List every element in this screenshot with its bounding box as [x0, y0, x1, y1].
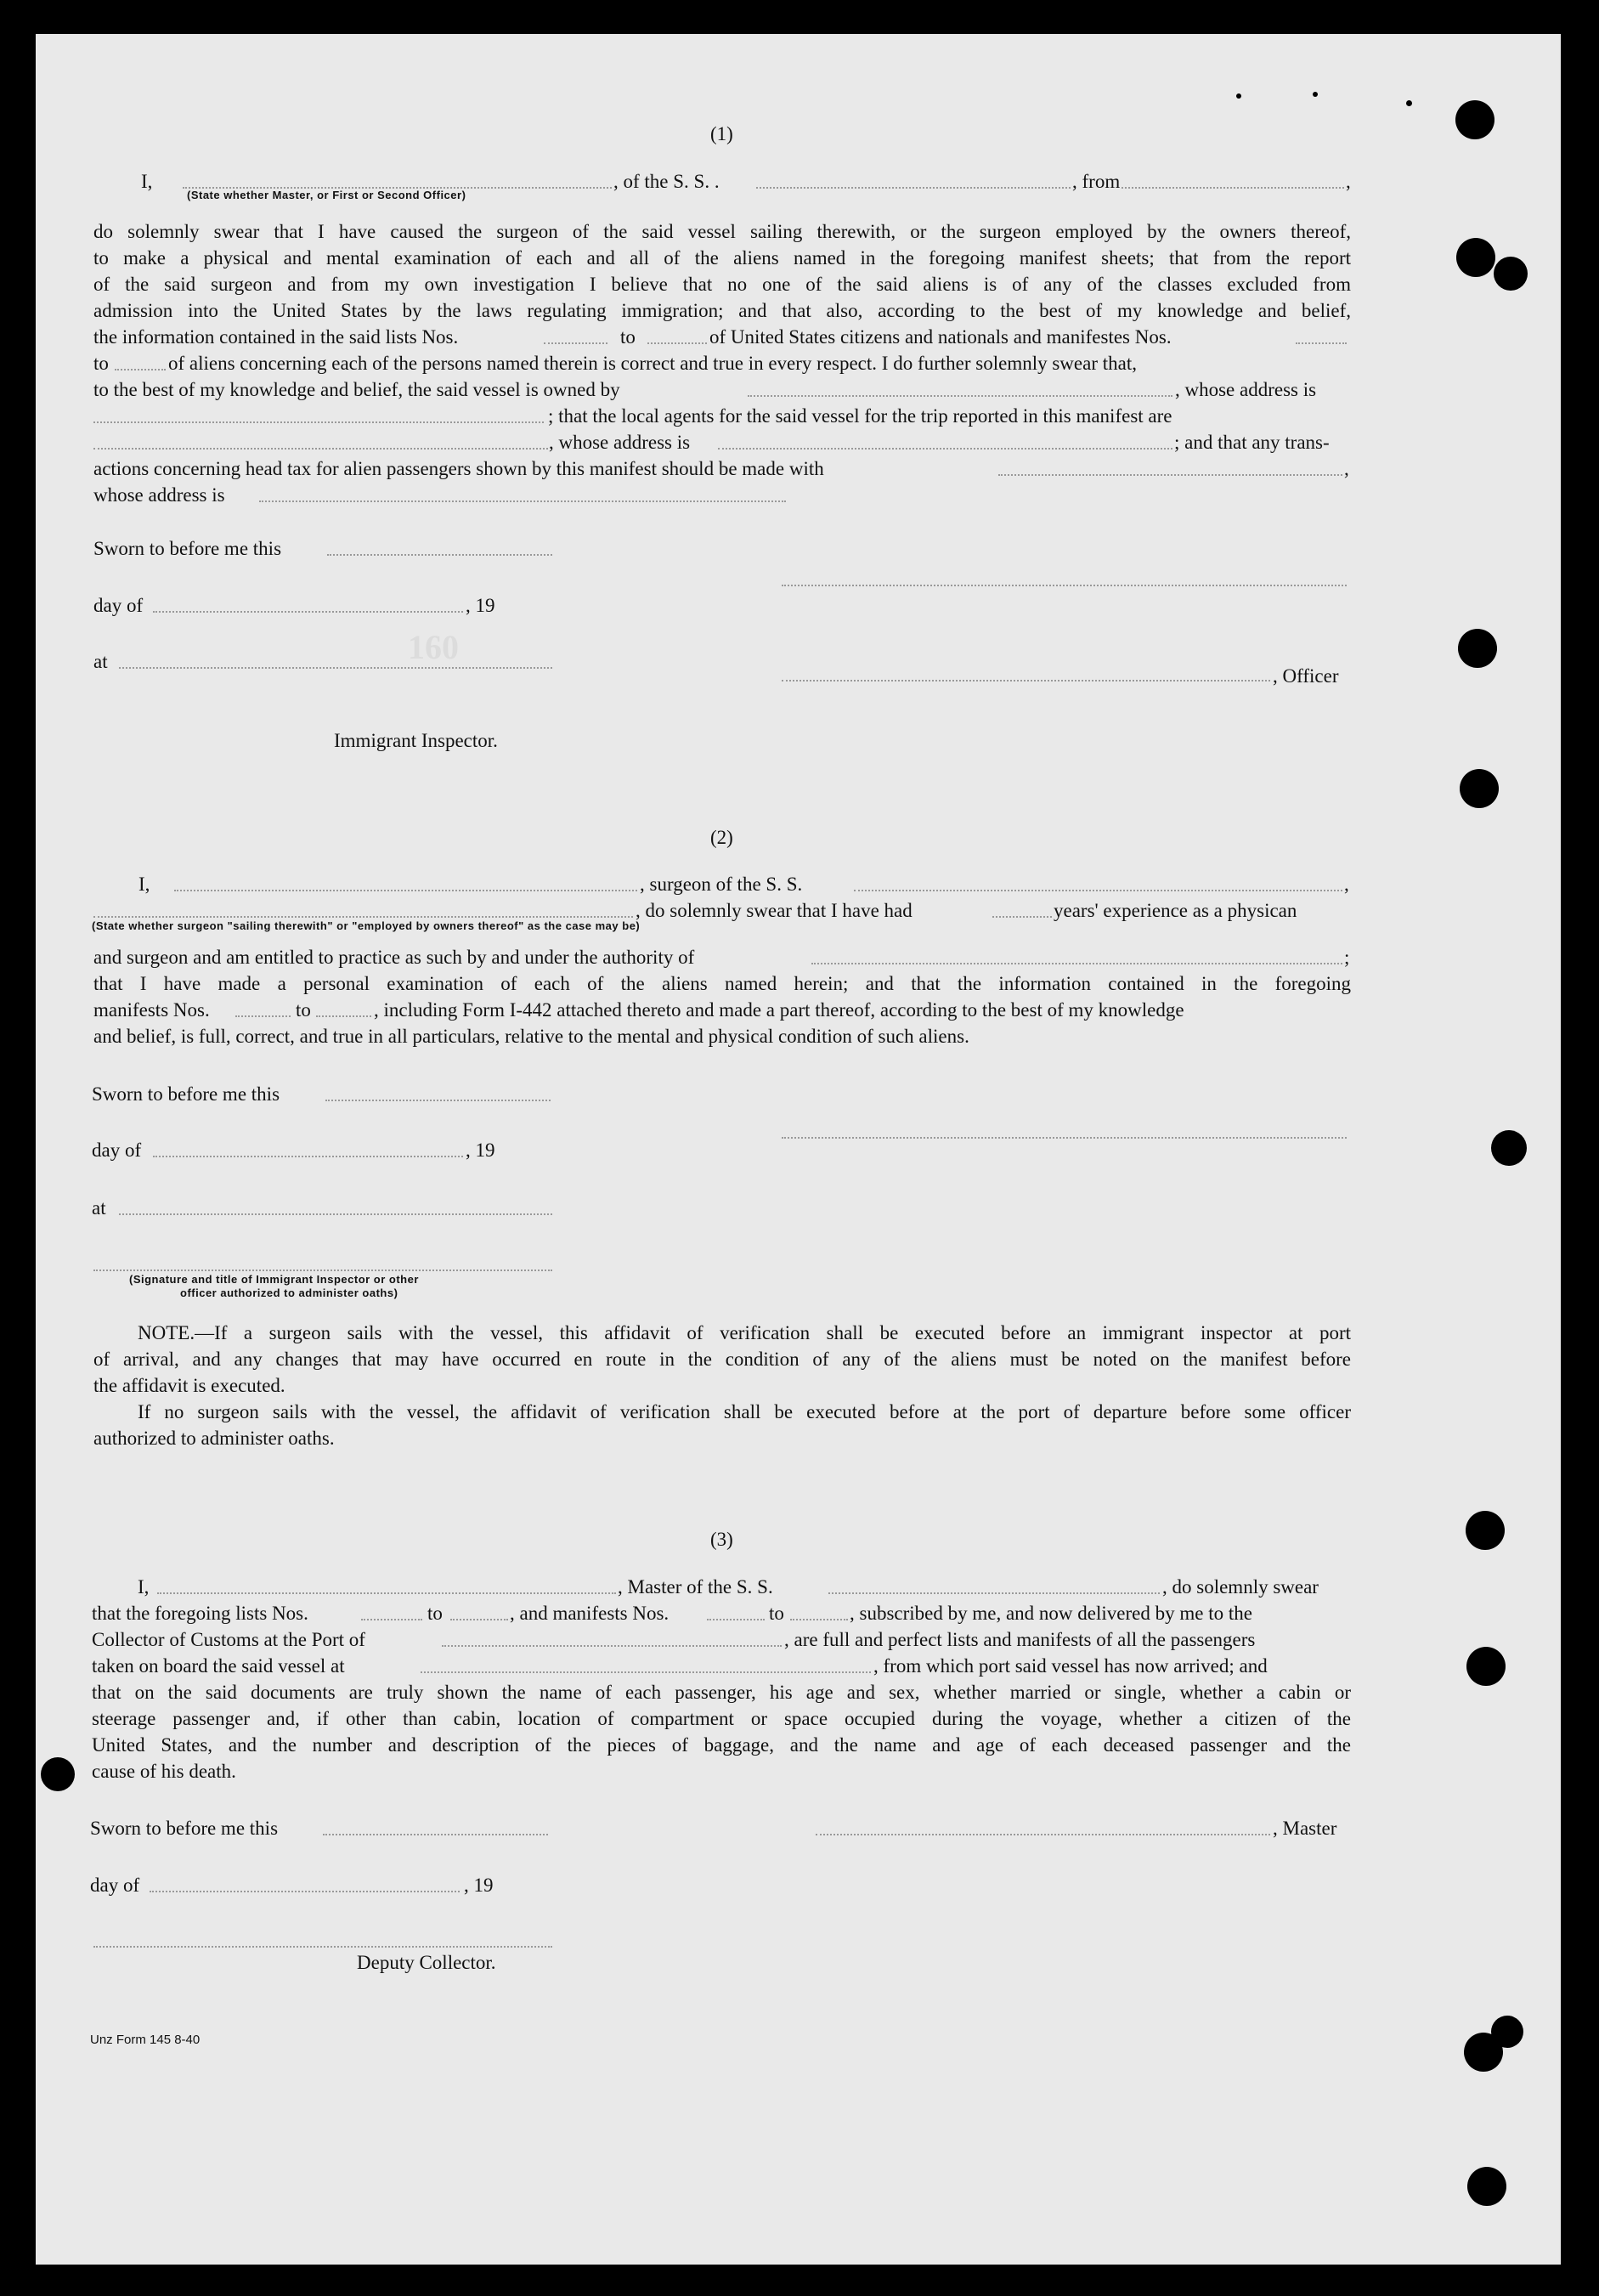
- text: , including Form I-442 attached thereto and made a part thereof, according to the best of my knowledge: [374, 999, 1184, 1021]
- punch-hole: [1466, 1647, 1506, 1686]
- punch-hole: [1491, 2016, 1523, 2048]
- text-line: of the said surgeon and from my own investigation I believe that no one of the said aliens is of any of the classes excluded from: [93, 274, 1351, 295]
- caption: (State whether Master, or First or Second Officer): [187, 189, 466, 201]
- text: , do solemnly swear: [1162, 1576, 1319, 1598]
- punch-hole: [1491, 1130, 1527, 1166]
- text: , 19: [464, 1875, 494, 1896]
- blank-authority[interactable]: [811, 963, 1342, 964]
- blank-day-2[interactable]: [153, 1156, 463, 1157]
- paragraph: [92, 1679, 1351, 1758]
- text: to the best of my knowledge and belief, the said vessel is owned by: [93, 379, 620, 400]
- text: at: [93, 651, 108, 672]
- punch-hole: [1456, 238, 1495, 277]
- blank-from[interactable]: [1122, 187, 1344, 189]
- text: , surgeon of the S. S.: [640, 874, 803, 895]
- blank-at-2[interactable]: [119, 1213, 552, 1215]
- caption: (Signature and title of Immigrant Inspector or other: [129, 1273, 419, 1286]
- text: , from which port said vessel has now arrived; and: [873, 1655, 1268, 1677]
- blank-lists-to[interactable]: [647, 342, 707, 344]
- blank-day-3[interactable]: [150, 1891, 460, 1892]
- section-number: (2): [710, 827, 733, 848]
- blank-lists-from[interactable]: [544, 342, 607, 344]
- text: taken on board the said vessel at: [92, 1655, 345, 1677]
- text: Immigrant Inspector.: [334, 730, 498, 751]
- blank-manifests-to-3[interactable]: [790, 1619, 848, 1620]
- text: Deputy Collector.: [357, 1952, 496, 1973]
- text: day of: [92, 1140, 142, 1161]
- text: I,: [138, 874, 150, 895]
- text: , of the S. S. .: [613, 171, 720, 192]
- blank-surgeon-vessel[interactable]: [854, 890, 1342, 891]
- text: , Master of the S. S.: [618, 1576, 773, 1598]
- blank-lists-from-3[interactable]: [361, 1619, 422, 1620]
- text: to: [427, 1603, 443, 1624]
- punch-hole: [1494, 257, 1528, 291]
- text: day of: [90, 1875, 140, 1896]
- text-line: If no surgeon sails with the vessel, the affidavit of verification shall be executed before at the port of departure before some officer: [138, 1401, 1351, 1422]
- text: of United States citizens and nationals and manifestes Nos.: [709, 326, 1172, 348]
- text: Sworn to before me this: [93, 538, 282, 559]
- text: and belief, is full, correct, and true in all particulars, relative to the mental and physical condition of such aliens.: [93, 1026, 969, 1047]
- blank-sworn[interactable]: [327, 554, 552, 556]
- text: to: [93, 353, 109, 374]
- text: , 19: [466, 1140, 495, 1161]
- form-identifier: Unz Form 145 8-40: [90, 2033, 201, 2047]
- blank-officer-signature[interactable]: [782, 585, 1347, 586]
- blank-surgeon-name[interactable]: [174, 890, 637, 891]
- punch-hole: [1458, 629, 1497, 668]
- blank-agents-address[interactable]: [718, 448, 1172, 450]
- text: I,: [138, 1576, 150, 1598]
- text: manifests Nos.: [93, 999, 210, 1021]
- blank-whose-address[interactable]: [259, 500, 786, 502]
- punch-hole: [1466, 1511, 1505, 1550]
- text: and surgeon and am entitled to practice as such by and under the authority of: [93, 947, 695, 968]
- text: to: [620, 326, 636, 348]
- text: , from: [1072, 171, 1121, 192]
- text: ,: [1344, 874, 1349, 895]
- ink-blot: [41, 1757, 75, 1791]
- text: the affidavit is executed.: [93, 1375, 285, 1396]
- text: years' experience as a physican: [1054, 900, 1297, 921]
- text: ;: [1344, 947, 1350, 968]
- text: that the foregoing lists Nos.: [92, 1603, 308, 1624]
- text: , do solemnly swear that I have had: [636, 900, 913, 921]
- text: , are full and perfect lists and manifests of all the passengers: [784, 1629, 1256, 1650]
- blank-port-of-embarkation[interactable]: [421, 1671, 871, 1673]
- blank-surgeon-status[interactable]: [93, 916, 633, 918]
- section-number: (1): [710, 123, 733, 144]
- text-line: that I have made a personal examination of each of the aliens named herein; and that the information contained in the foregoing: [93, 973, 1351, 994]
- text: , whose address is: [1175, 379, 1317, 400]
- punch-hole: [1460, 769, 1499, 808]
- blank-manifests-to[interactable]: [115, 369, 166, 370]
- caption: officer authorized to administer oaths): [180, 1287, 398, 1299]
- punch-hole: [1467, 2167, 1506, 2206]
- blank-vessel[interactable]: [756, 187, 1071, 189]
- text: the information contained in the said lists Nos.: [93, 326, 459, 348]
- blank-master-name[interactable]: [157, 1592, 616, 1594]
- text-line: steerage passenger and, if other than cabin, location of compartment or space occupied during the voyage, whether a citizen of the: [92, 1708, 1351, 1729]
- stamp-number: 160: [408, 628, 459, 666]
- text: actions concerning head tax for alien passengers shown by this manifest should be made with: [93, 458, 824, 479]
- blank-day[interactable]: [153, 611, 463, 613]
- blank-lists-to-3[interactable]: [450, 1619, 508, 1620]
- section-number: (3): [710, 1529, 733, 1550]
- blank-at[interactable]: [119, 667, 552, 669]
- blank-collector-signature[interactable]: [93, 1946, 552, 1948]
- text: Sworn to before me this: [90, 1818, 279, 1839]
- text: to: [769, 1603, 784, 1624]
- text: ,: [1344, 458, 1349, 479]
- text: day of: [93, 595, 144, 616]
- text: at: [92, 1197, 106, 1219]
- text: , subscribed by me, and now delivered by me to the: [850, 1603, 1252, 1624]
- text-line: do solemnly swear that I have caused the surgeon of the said vessel sailing therewith, or the surgeon employed by the owners thereof,: [93, 221, 1351, 242]
- caption: (State whether surgeon "sailing therewith" or "employed by owners thereof" as the case may be): [92, 919, 641, 932]
- text-line: that on the said documents are truly shown the name of each passenger, his age and sex, whether married or single, whether a cabin or: [92, 1682, 1351, 1703]
- blank-surgeon-signature[interactable]: [782, 1137, 1347, 1139]
- blank-manifests-to-2[interactable]: [316, 1015, 371, 1017]
- text-line: admission into the United States by the laws regulating immigration; and that also, according to the best of my knowledge and belief,: [93, 300, 1351, 321]
- blank-port[interactable]: [442, 1645, 782, 1647]
- text: Sworn to before me this: [92, 1083, 280, 1105]
- blank-manifests-from[interactable]: [1296, 342, 1347, 344]
- text: of aliens concerning each of the persons named therein is correct and true in every respect. I do further solemnly swear that,: [168, 353, 1137, 374]
- speck: [1236, 93, 1241, 99]
- punch-hole: [1455, 100, 1494, 139]
- text: ,: [1346, 171, 1351, 192]
- text: , 19: [466, 595, 495, 616]
- blank-head-tax[interactable]: [998, 474, 1342, 476]
- text-line: United States, and the number and description of the pieces of baggage, and the name and age of each deceased passenger and the: [92, 1734, 1351, 1756]
- blank-master-signature[interactable]: [816, 1834, 1270, 1835]
- blank-inspector-signature[interactable]: [93, 1270, 552, 1271]
- blank-owner[interactable]: [748, 395, 1172, 397]
- text: I,: [141, 171, 153, 192]
- blank-sworn-3[interactable]: [323, 1834, 548, 1835]
- blank-owner-address[interactable]: [93, 421, 544, 423]
- text: ; and that any trans-: [1174, 432, 1330, 453]
- paragraph: [93, 218, 1351, 324]
- blank-years[interactable]: [992, 916, 1052, 918]
- text: authorized to administer oaths.: [93, 1428, 335, 1449]
- blank-manifests-from-2[interactable]: [235, 1015, 291, 1017]
- note-paragraph: [93, 1399, 1351, 1425]
- blank-agents[interactable]: [93, 448, 548, 450]
- text-line: NOTE.—If a surgeon sails with the vessel, this affidavit of verification shall be executed before an immigrant inspector at port: [138, 1322, 1351, 1343]
- text: , whose address is: [549, 432, 691, 453]
- blank-officer-title[interactable]: [782, 680, 1270, 681]
- blank-manifests-from-3[interactable]: [707, 1619, 765, 1620]
- text: , Master: [1273, 1818, 1337, 1839]
- paragraph: [93, 970, 1351, 997]
- text: , and manifests Nos.: [510, 1603, 670, 1624]
- text: Collector of Customs at the Port of: [92, 1629, 365, 1650]
- text-line: of arrival, and any changes that may have occurred en route in the condition of any of the aliens must be noted on the manifest before: [93, 1349, 1351, 1370]
- speck: [1313, 92, 1318, 97]
- speck: [1406, 100, 1412, 106]
- blank-master-vessel[interactable]: [828, 1592, 1160, 1594]
- text: , Officer: [1273, 665, 1339, 687]
- text: to: [296, 999, 311, 1021]
- text: cause of his death.: [92, 1761, 236, 1782]
- text-line: to make a physical and mental examination of each and all of the aliens named in the foregoing manifest sheets; that from the report: [93, 247, 1351, 269]
- text: ; that the local agents for the said vessel for the trip reported in this manifest are: [548, 405, 1172, 427]
- blank-sworn-2[interactable]: [325, 1100, 551, 1101]
- text: whose address is: [93, 484, 225, 506]
- note-paragraph: [93, 1320, 1351, 1372]
